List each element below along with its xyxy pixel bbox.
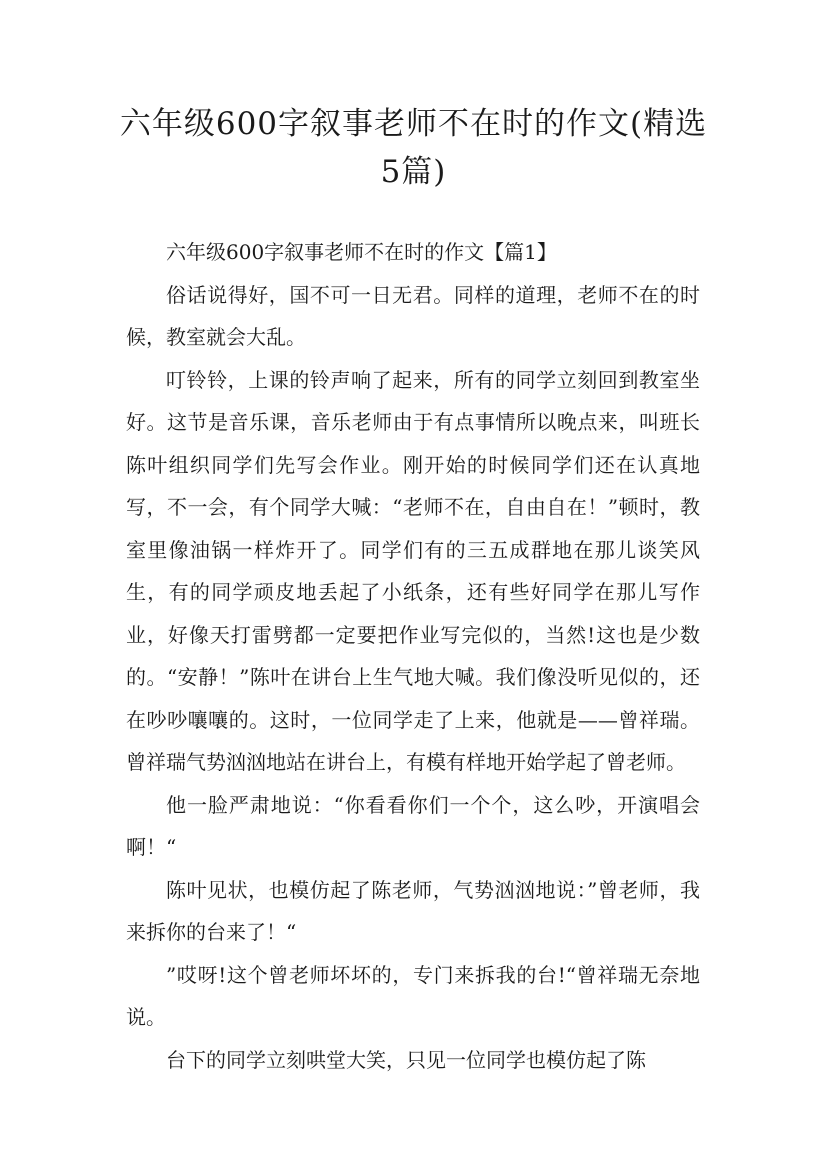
paragraph: 俗话说得好，国不可一日无君。同样的道理，老师不在的时候，教室就会大乱。 [126, 282, 700, 349]
paragraph: 叮铃铃，上课的铃声响了起来，所有的同学立刻回到教室坐好。这节是音乐课，音乐老师由于有点事情所以晚点来，叫班长陈叶组织同学们先写会作业。刚开始的时候同学们还在认真地写，不一会，有个同学大喊：“老师不在，自由自在！”顿时，教室里像油锅一样炸开了。同学们有的三五成群地在那儿谈笑风生，有的同学顽皮地丢起了小纸条，还有些好同学在那儿写作业，好像天打雷劈都一定要把作业写完似的，当然!这也是少数的。“安静！”陈叶在讲台上生气地大喊。我们像没听见似的，还在吵吵嚷嚷的。这时，一位同学走了上来，他就是——曾祥瑞。曾祥瑞气势汹汹地站在讲台上，有模有样地开始学起了曾老师。 [126, 367, 700, 774]
paragraph: 台下的同学立刻哄堂大笑，只见一位同学也模仿起了陈 [166, 1047, 646, 1072]
document-body [126, 231, 700, 1081]
paragraph: 陈叶见状，也模仿起了陈老师，气势汹汹地说：”曾老师，我来拆你的台来了！“ [126, 877, 700, 944]
paragraph: 他一脸严肃地说：“你看看你们一个个，这么吵，开演唱会啊！“ [126, 792, 700, 859]
document-title: 六年级600字叙事老师不在时的作文(精选5篇) [119, 106, 708, 190]
paragraph: ”哎呀!这个曾老师坏坏的，专门来拆我的台!“曾祥瑞无奈地说。 [126, 962, 700, 1029]
section-heading: 六年级600字叙事老师不在时的作文【篇1】 [166, 240, 557, 264]
